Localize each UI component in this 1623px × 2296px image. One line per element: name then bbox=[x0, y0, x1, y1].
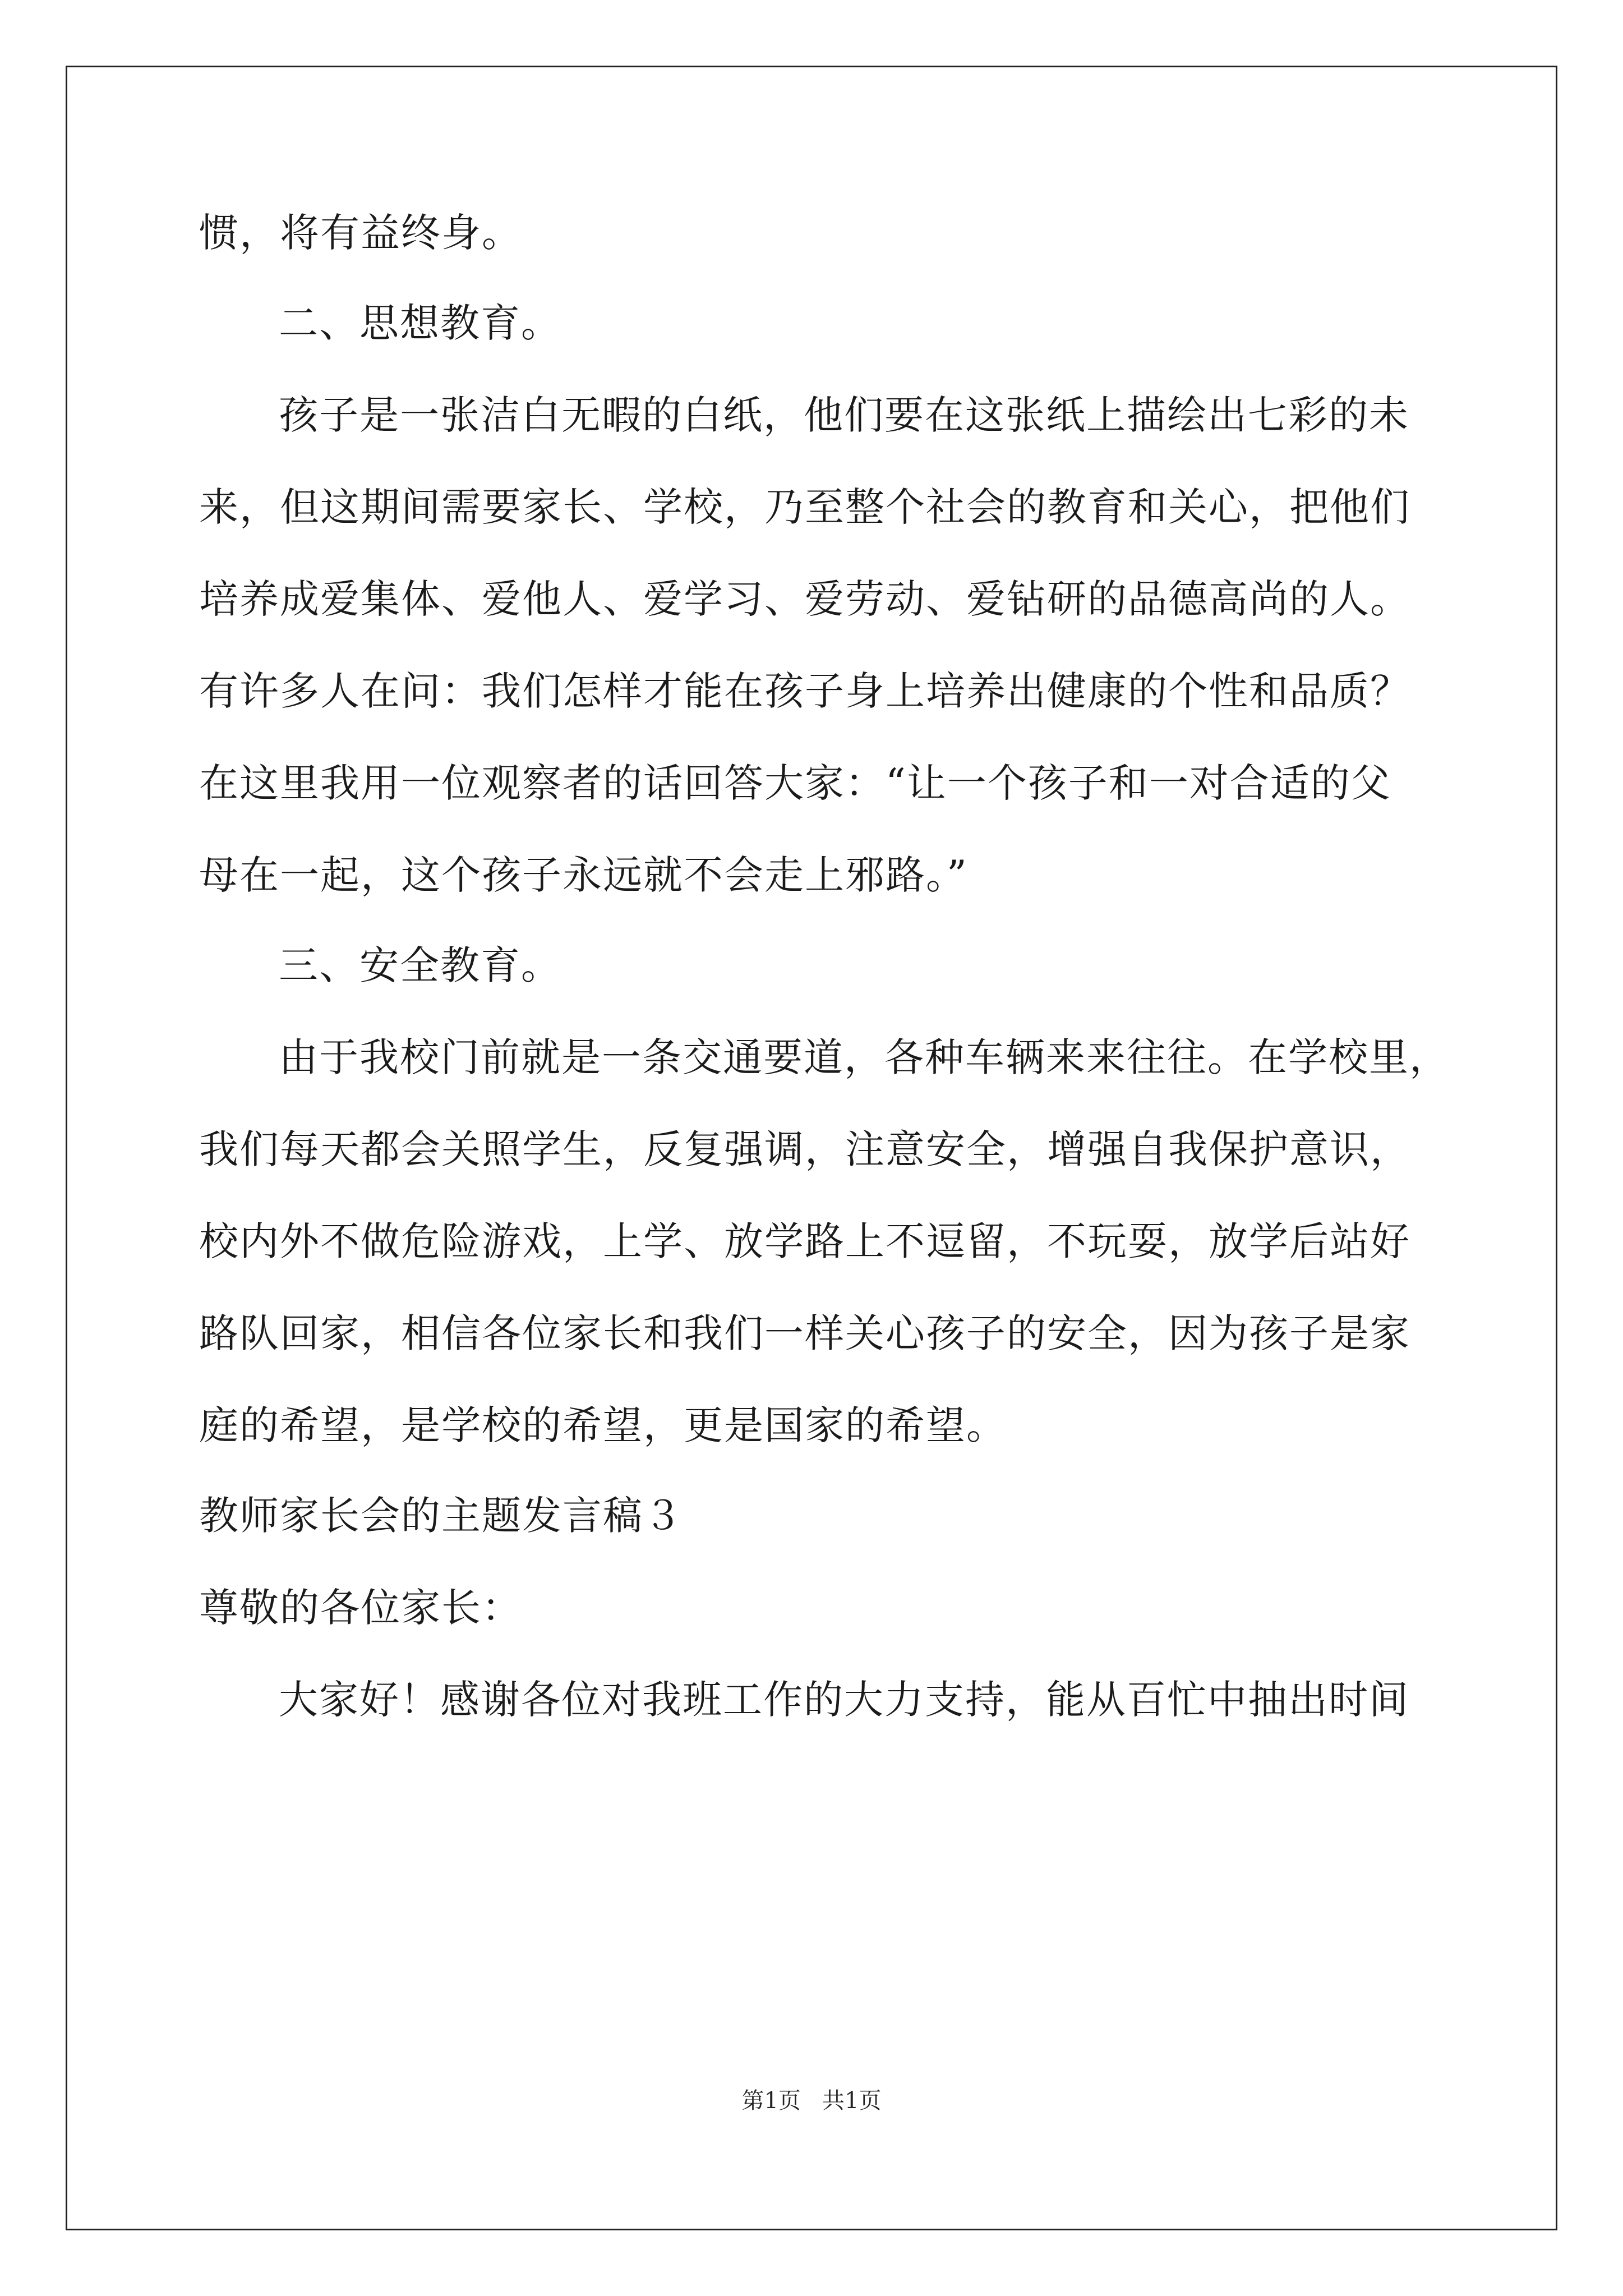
text-line: 惯，将有益终身。 bbox=[199, 210, 522, 256]
section-heading: 三、安全教育。 bbox=[279, 942, 561, 988]
paragraph-line: 在这里我用一位观察者的话回答大家：“让一个孩子和一对合适的父 bbox=[199, 760, 1391, 806]
page-footer: 第1页 共1页 bbox=[741, 2088, 882, 2114]
paragraph-line: 有许多人在问：我们怎样才能在孩子身上培养出健康的个性和品质？ bbox=[199, 668, 1410, 714]
paragraph-line: 我们每天都会关照学生，反复强调，注意安全，增强自我保护意识， bbox=[199, 1126, 1410, 1172]
paragraph-line: 大家好！感谢各位对我班工作的大力支持，能从百忙中抽出时间 bbox=[279, 1677, 1409, 1723]
paragraph-line: 由于我校门前就是一条交通要道，各种车辆来来往往。在学校里， bbox=[279, 1034, 1450, 1080]
salutation: 尊敬的各位家长： bbox=[199, 1585, 522, 1631]
document-title: 教师家长会的主题发言稿３ bbox=[199, 1493, 684, 1539]
section-heading: 二、思想教育。 bbox=[279, 300, 561, 346]
paragraph-line: 路队回家，相信各位家长和我们一样关心孩子的安全，因为孩子是家 bbox=[199, 1310, 1410, 1356]
paragraph-line: 母在一起，这个孩子永远就不会走上邪路。” bbox=[199, 852, 968, 898]
paragraph-line: 庭的希望，是学校的希望，更是国家的希望。 bbox=[199, 1402, 1007, 1448]
paragraph-line: 孩子是一张洁白无暇的白纸，他们要在这张纸上描绘出七彩的未 bbox=[279, 392, 1409, 438]
paragraph-line: 校内外不做危险游戏，上学、放学路上不逗留，不玩耍，放学后站好 bbox=[199, 1218, 1410, 1264]
paragraph-line: 培养成爱集体、爱他人、爱学习、爱劳动、爱钻研的品德高尚的人。 bbox=[199, 576, 1410, 622]
paragraph-line: 来，但这期间需要家长、学校，乃至整个社会的教育和关心，把他们 bbox=[199, 484, 1410, 530]
